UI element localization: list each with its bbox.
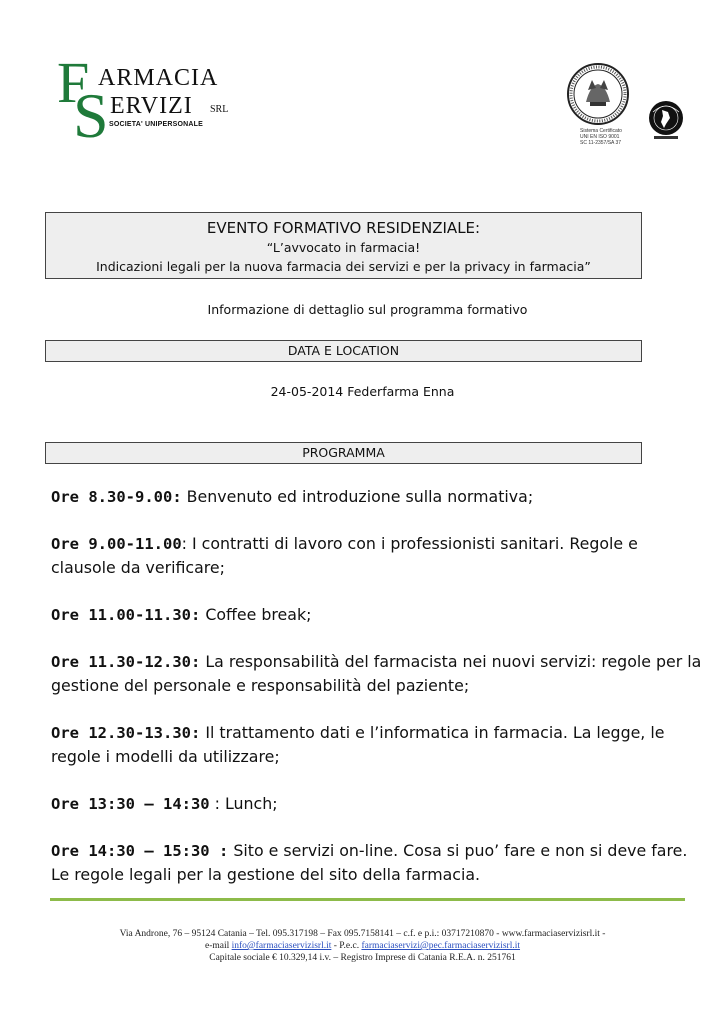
logo-tagline: SOCIETA' UNIPERSONALE — [109, 121, 204, 128]
cert-caption-line: SC 11-2357/SA 37 — [580, 140, 622, 146]
accredia-seal-icon — [648, 100, 684, 144]
program-item — [51, 839, 706, 887]
footer-registry: Capitale sociale € 10.329,14 i.v. – Registro Imprese di Catania R.E.A. n. 251761 — [209, 953, 516, 963]
program-item-time: Ore 8.30-9.00: — [51, 488, 182, 506]
footer-pec-label: - P.e.c. — [331, 941, 362, 951]
program-item — [51, 532, 706, 580]
program-item-time: Ore 13:30 – 14:30 — [51, 795, 210, 813]
footer-divider — [50, 898, 685, 901]
footer-contacts — [0, 940, 725, 952]
program-item-time: Ore 12.30-13.30: — [51, 724, 201, 742]
program-item — [51, 603, 706, 627]
company-logo — [55, 50, 245, 152]
logo-word-farmacia: ARMACIA — [98, 65, 219, 91]
certification-caption — [580, 128, 640, 146]
event-title-box — [45, 212, 642, 279]
program-item-text: Il trattamento dati e l’informatica in farmacia. La legge, le regole i modelli da utilizzare; — [51, 723, 665, 766]
program-item-time: Ore 14:30 – 15:30 : — [51, 842, 229, 860]
info-line: Informazione di dettaglio sul programma formativo — [207, 302, 528, 317]
program-item-time: Ore 9.00-11.00 — [51, 535, 182, 553]
event-subtitle: “L’avvocato in farmacia! — [266, 240, 421, 255]
logo-initial-s: S — [73, 80, 109, 151]
date-location-heading: DATA E LOCATION — [45, 340, 642, 362]
program-item — [51, 792, 706, 816]
program-item-text: La responsabilità del farmacista nei nuovi servizi: regole per la gestione del personale e responsabilità del paziente; — [51, 652, 702, 695]
program-list — [51, 485, 706, 910]
program-item-text: : I contratti di lavoro con i professionisti sanitari. Regole e clausole da verificare; — [51, 534, 638, 577]
logo-initial-f: F — [57, 50, 90, 115]
program-item-time: Ore 11.00-11.30: — [51, 606, 201, 624]
footer-email-label: e-mail — [204, 941, 232, 951]
program-heading: PROGRAMMA — [45, 442, 642, 464]
logo-word-servizi: ERVIZI — [110, 93, 193, 119]
footer — [0, 928, 725, 964]
certification-seal-icon — [566, 62, 630, 126]
footer-pec-link[interactable]: farmaciaservizi@pec.farmaciaservizisrl.it — [361, 941, 521, 951]
program-item — [51, 721, 706, 769]
program-item — [51, 485, 706, 509]
program-item-text: Sito e servizi on-line. Cosa si puo’ fare e non si deve fare. Le regole legali per la gestione del sito della farmacia. — [51, 841, 688, 884]
program-item-text: Coffee break; — [200, 605, 312, 624]
program-item-time: Ore 11.30-12.30: — [51, 653, 201, 671]
cert-caption-line: Sistema Certificato — [580, 128, 622, 134]
program-item-text: : Lunch; — [209, 794, 278, 813]
event-description: Indicazioni legali per la nuova farmacia dei servizi e per la privacy in farmacia” — [96, 259, 591, 274]
program-item — [51, 650, 706, 698]
event-title: EVENTO FORMATIVO RESIDENZIALE: — [206, 219, 481, 237]
logo-srl: SRL — [210, 104, 229, 115]
footer-address: Via Androne, 76 – 95124 Catania – Tel. 095.317198 – Fax 095.7158141 – c.f. e p.i.: 03717210870 - www.farmaciaservizisrl.it - — [119, 929, 606, 939]
cert-caption-line: UNI EN ISO 9001 — [580, 134, 620, 140]
date-location-value: 24-05-2014 Federfarma Enna — [270, 384, 455, 399]
program-item-text: Benvenuto ed introduzione sulla normativa; — [181, 487, 534, 506]
footer-email-link[interactable]: info@farmaciaservizisrl.it — [231, 941, 332, 951]
